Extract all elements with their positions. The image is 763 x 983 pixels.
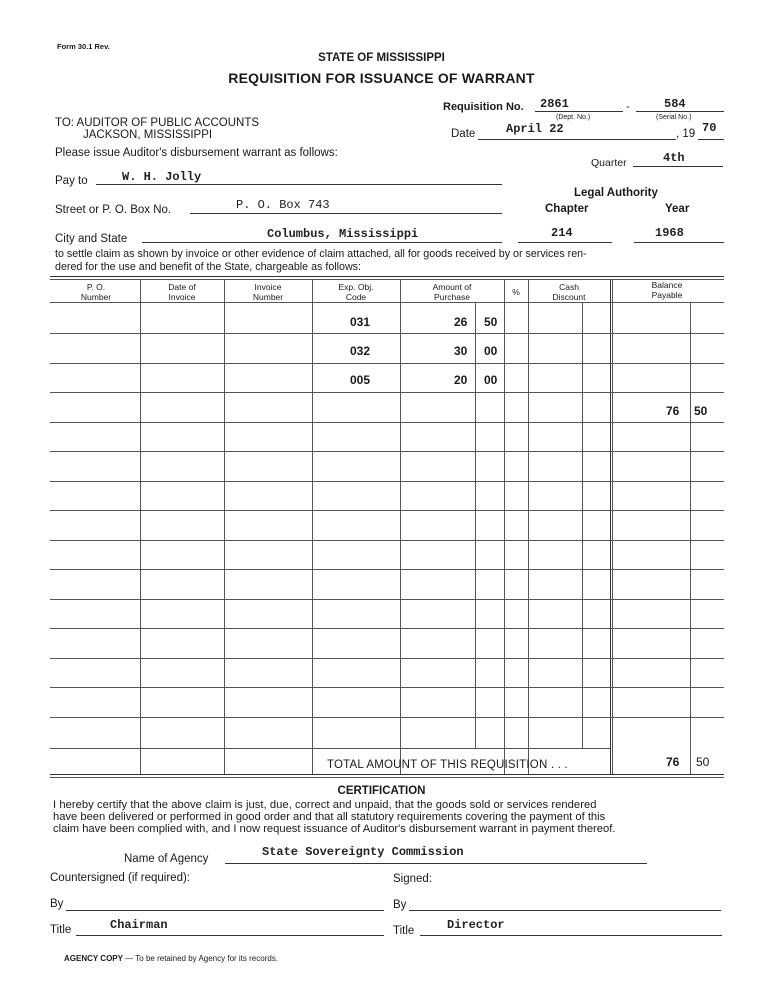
- year-label: Year: [665, 203, 690, 215]
- certification-line3: claim have been complied with, and I now request issuance of Auditor's disbursement warrant in payment thereof.: [53, 823, 616, 835]
- right-title-label: Title: [393, 925, 415, 937]
- left-title-line: [76, 935, 384, 936]
- legal-authority-heading: Legal Authority: [574, 187, 658, 199]
- row-rule: [50, 628, 724, 629]
- row3-exp-code: 005: [350, 373, 371, 387]
- row-rule: [50, 569, 724, 570]
- row-rule: [50, 481, 724, 482]
- addressee-line2: JACKSON, MISSISSIPPI: [83, 129, 213, 141]
- row-rule: [50, 717, 724, 718]
- col-header-amount: Amount of Purchase: [432, 282, 472, 302]
- row3-amount-dollars: 20: [454, 373, 468, 387]
- date-year: 70: [702, 121, 717, 135]
- col-rule-cents: [475, 302, 476, 748]
- requisition-label: Requisition No.: [443, 101, 524, 113]
- state-heading: STATE OF MISSISSIPPI: [318, 52, 445, 64]
- certification-heading: CERTIFICATION: [337, 785, 426, 797]
- date-value: April 22: [506, 122, 564, 136]
- row-rule: [50, 451, 724, 452]
- col-rule: [610, 280, 611, 774]
- chapter-label: Chapter: [545, 203, 589, 215]
- col-rule: [400, 280, 401, 774]
- serial-no-caption: (Serial No.): [656, 114, 692, 121]
- right-title-value: Director: [447, 918, 505, 932]
- row-rule: [50, 540, 724, 541]
- col-rule-cents: [582, 302, 583, 748]
- right-by-line: [409, 910, 721, 911]
- row-rule: [50, 392, 724, 393]
- countersigned-label: Countersigned (if required):: [50, 872, 190, 884]
- col-rule: [612, 280, 613, 774]
- street-label: Street or P. O. Box No.: [55, 204, 172, 216]
- date-line: [478, 139, 676, 140]
- year-value: 1968: [655, 226, 684, 240]
- instruction-text: Please issue Auditor's disbursement warrant as follows:: [55, 147, 338, 159]
- col-rule: [140, 280, 141, 774]
- city-value: Columbus, Mississippi: [267, 227, 419, 241]
- left-title-value: Chairman: [110, 918, 168, 932]
- row1-amount-dollars: 26: [454, 315, 468, 329]
- agency-line: [225, 863, 647, 864]
- footer-rest: — To be retained by Agency for its records.: [122, 954, 279, 963]
- settle-text-line1: to settle claim as shown by invoice or other evidence of claim attached, all for goods received by or services ren-: [55, 248, 587, 260]
- row-rule: [50, 599, 724, 600]
- pay-to-line: [96, 184, 502, 185]
- footer-agency-copy: AGENCY COPY: [64, 954, 123, 963]
- quarter-value: 4th: [663, 151, 685, 165]
- col-rule: [528, 280, 529, 774]
- certification-line2: have been delivered or performed in good order and that all statutory requirements covering the payment of this: [53, 811, 606, 823]
- chapter-line: [518, 242, 612, 243]
- col-header-invoice: Invoice Number: [252, 282, 284, 302]
- row-rule: [50, 422, 724, 423]
- city-line: [142, 242, 502, 243]
- signed-label: Signed:: [393, 873, 433, 885]
- balance-cents: 50: [694, 404, 708, 418]
- col-rule-cents: [690, 302, 691, 774]
- dept-number: 2861: [540, 97, 569, 111]
- col-rule: [224, 280, 225, 774]
- quarter-line: [633, 166, 723, 167]
- row-rule: [50, 333, 724, 334]
- left-by-line: [66, 910, 384, 911]
- col-header-date: Date of Invoice: [168, 282, 196, 302]
- row1-amount-cents: 50: [484, 315, 498, 329]
- certification-line1: I hereby certify that the above claim is just, due, correct and unpaid, that the goods sold or services rendered: [53, 799, 597, 811]
- year-line: [634, 242, 724, 243]
- street-value: P. O. Box 743: [236, 198, 330, 212]
- col-header-exp-code: Exp. Obj. Code: [338, 282, 374, 302]
- settle-text-line2: dered for the use and benefit of the State, chargeable as follows:: [55, 261, 361, 273]
- col-rule: [504, 280, 505, 774]
- col-header-percent: %: [512, 287, 520, 297]
- row-rule: [50, 658, 724, 659]
- total-dollars: 76: [666, 755, 680, 769]
- chapter-value: 214: [551, 226, 573, 240]
- total-label: TOTAL AMOUNT OF THIS REQUISITION . . .: [327, 759, 568, 771]
- date-year-prefix: , 19: [676, 128, 696, 140]
- serial-number: 584: [664, 97, 686, 111]
- date-year-line: [698, 139, 724, 140]
- right-by-label: By: [393, 899, 407, 911]
- agency-label: Name of Agency: [124, 853, 209, 865]
- row-rule: [50, 363, 724, 364]
- quarter-label: Quarter: [591, 157, 627, 169]
- row-rule: [50, 748, 610, 749]
- col-header-po: P. O. Number: [80, 282, 112, 302]
- table-header-rule: [50, 302, 724, 303]
- addressee-line1: TO: AUDITOR OF PUBLIC ACCOUNTS: [55, 117, 260, 129]
- row-rule: [50, 687, 724, 688]
- left-by-label: By: [50, 898, 64, 910]
- row2-amount-dollars: 30: [454, 344, 468, 358]
- balance-dollars: 76: [666, 404, 680, 418]
- table-bottom-rule: [50, 774, 724, 775]
- row1-exp-code: 031: [350, 315, 371, 329]
- col-header-cash-discount: Cash Discount: [552, 282, 586, 302]
- total-cents: 50: [696, 755, 710, 769]
- pay-to-value: W. H. Jolly: [122, 170, 202, 184]
- row-rule: [50, 510, 724, 511]
- pay-to-label: Pay to: [55, 175, 88, 187]
- right-title-line: [420, 935, 722, 936]
- footer-note: [64, 954, 278, 963]
- form-number: Form 30.1 Rev.: [57, 42, 110, 51]
- row2-amount-cents: 00: [484, 344, 498, 358]
- serial-number-line: [636, 111, 724, 112]
- table-top-rule: [50, 276, 724, 277]
- street-line: [190, 213, 502, 214]
- page-title: REQUISITION FOR ISSUANCE OF WARRANT: [228, 70, 535, 86]
- date-label: Date: [451, 128, 476, 140]
- col-rule: [312, 280, 313, 774]
- row3-amount-cents: 00: [484, 373, 498, 387]
- col-header-balance: Balance Payable: [651, 280, 683, 300]
- table-bottom-rule-2: [50, 777, 724, 778]
- requisition-dash: -: [626, 101, 630, 113]
- left-title-label: Title: [50, 924, 72, 936]
- agency-value: State Sovereignty Commission: [262, 845, 464, 859]
- row2-exp-code: 032: [350, 344, 371, 358]
- dept-no-caption: (Dept. No.): [556, 114, 591, 121]
- dept-number-line: [535, 111, 623, 112]
- city-label: City and State: [55, 233, 128, 245]
